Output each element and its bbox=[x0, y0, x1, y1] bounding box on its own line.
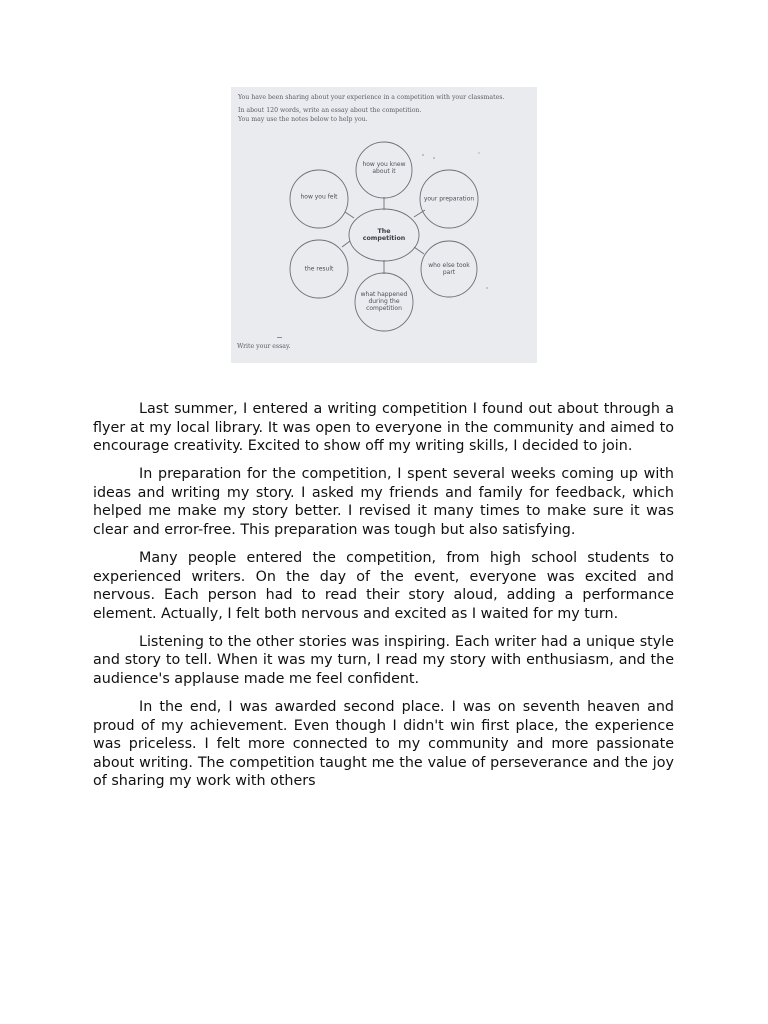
scan-speck bbox=[422, 154, 424, 156]
essay-paragraph: Last summer, I entered a writing competition I found out about through a flyer at my local library. It was open to everyone in the community and aimed to encourage creativity. Excited to show off my writing skills, I decided to join. bbox=[93, 401, 674, 454]
scan-speck bbox=[277, 337, 282, 338]
bubble-label-participants: who else took part bbox=[428, 261, 470, 276]
scan-speck bbox=[478, 152, 479, 153]
bubble-label-happened: what happened during the competition bbox=[360, 291, 408, 313]
essay-paragraph: In preparation for the competition, I spent several weeks coming up with ideas and writing my story. I asked my friends and family for feedback, which helped me make my story better. I revised it many times to make sure it was clear and error-free. This preparation was tough but also satisfying. bbox=[93, 466, 674, 538]
connector-bottom-right bbox=[414, 247, 424, 254]
connector-bottom-left bbox=[342, 241, 350, 247]
bubble-label-knew: how you knew about it bbox=[362, 160, 406, 175]
essay-paragraph: Listening to the other stories was inspiring. Each writer had a unique style and story to tell. When it was my turn, I read my story with enthusiasm, and the audience's applause made me feel confident. bbox=[93, 633, 674, 687]
bubble-label-felt: how you felt bbox=[300, 193, 338, 201]
instruction-line-1: You have been sharing about your experience in a competition with your classmates. bbox=[238, 94, 505, 101]
task-footer: Write your essay. bbox=[237, 343, 291, 350]
center-bubble-label: The competition bbox=[362, 227, 406, 242]
essay-body bbox=[93, 400, 674, 800]
essay-paragraph: In the end, I was awarded second place. I was on seventh heaven and proud of my achievement. Even though I didn't win first place, the experience was priceless. I felt more connected to my community and more passionate about writing. The competition taught me the value of perseverance and the joy of sharing my work with others bbox=[93, 699, 674, 790]
essay-paragraph: Many people entered the competition, from high school students to experienced writers. On the day of the event, everyone was excited and nervous. Each person had to read their story aloud, adding a performance element. Actually, I felt both nervous and excited as I waited for my turn. bbox=[93, 550, 674, 622]
scan-speck bbox=[433, 157, 435, 159]
connector-top-left bbox=[345, 212, 354, 218]
task-prompt-image bbox=[231, 87, 537, 363]
instruction-line-2: In about 120 words, write an essay about the competition. bbox=[238, 107, 422, 114]
instruction-line-3: You may use the notes below to help you. bbox=[238, 116, 368, 123]
connector-top-right bbox=[414, 210, 425, 217]
scan-speck bbox=[486, 287, 487, 288]
bubble-label-preparation: your preparation bbox=[423, 195, 475, 203]
bubble-label-result: the result bbox=[304, 265, 334, 273]
mind-map-diagram bbox=[231, 87, 537, 363]
